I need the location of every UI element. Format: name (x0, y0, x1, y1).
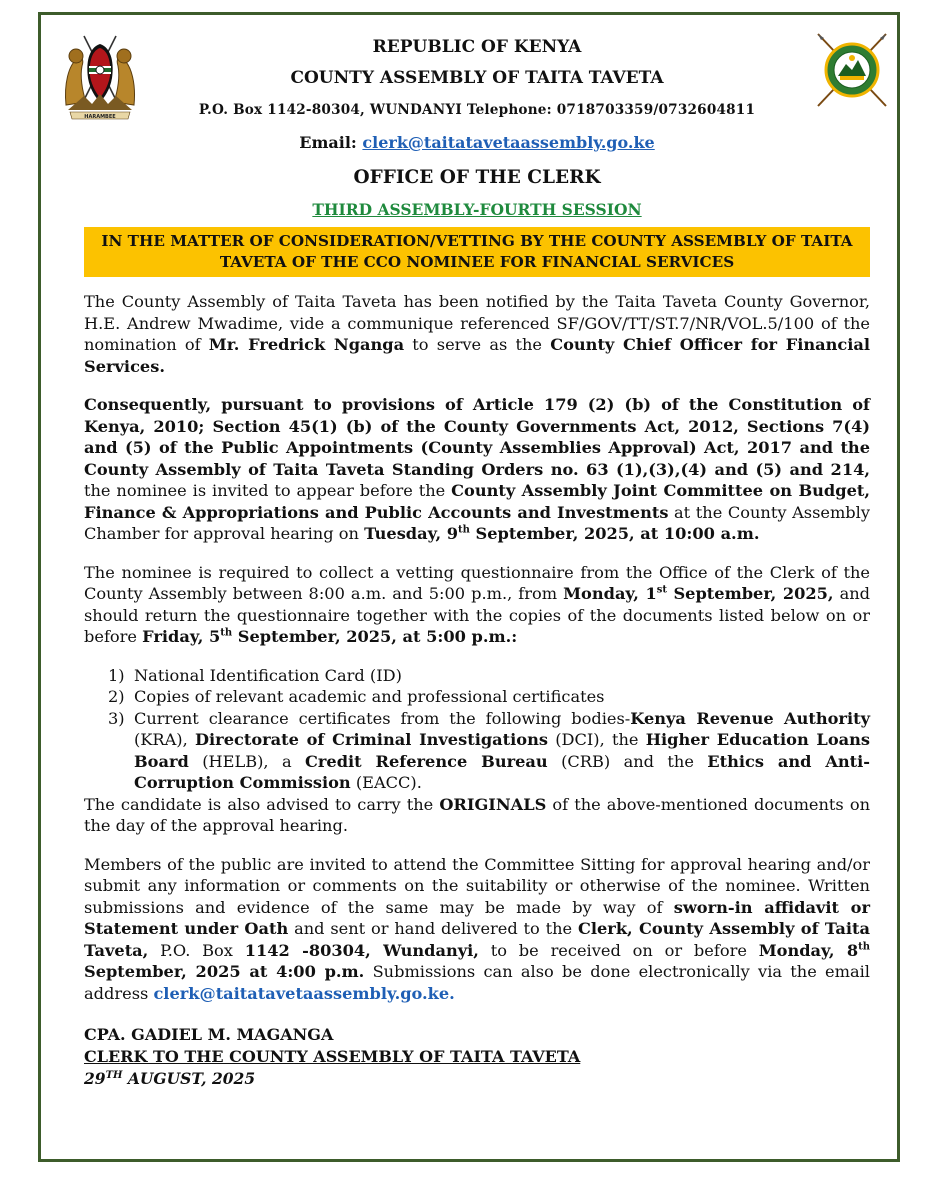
text: The County Assembly of Taita Taveta has been notified by the Taita Taveta County Governor, H.E. Andrew Mwadime, vide a communique referenced SF/GOV/TT/ST.7/NR/VOL.5/100 of the nomination of (84, 292, 870, 354)
required-documents-list (84, 665, 870, 794)
originals-emphasis: ORIGINALS (439, 794, 547, 814)
text: Members of the public are invited to attend the Committee Sitting for approval hearing and/or submit any information or comments on the suitability or otherwise of the nominee. Written submissions and evidence of the same may be made by way of (84, 854, 870, 917)
text: P.O. Box (148, 940, 245, 960)
text: to be received on or before (478, 940, 759, 960)
signatory-name: CPA. GADIEL M. MAGANGA (84, 1025, 334, 1044)
republic-heading: REPUBLIC OF KENYA (372, 37, 582, 57)
text: The candidate is also advised to carry the (84, 794, 440, 814)
list-item: 1) National Identification Card (ID) (108, 665, 402, 685)
text: The nominee is required to collect a vetting questionnaire from the Office of the Clerk of the County Assembly between 8:00 a.m. and 5:00 p.m., from (84, 562, 870, 603)
matter-banner: IN THE MATTER OF CONSIDERATION/VETTING BY THE COUNTY ASSEMBLY OF TAITA TAVETA OF THE CCO NOMINEE FOR FINANCIAL SERVICES (84, 227, 870, 277)
position-title: County Chief Officer for Financial Services. (84, 335, 871, 376)
text: of the above-mentioned documents on the day of the approval hearing. (84, 794, 871, 835)
lion-left-icon (66, 49, 87, 105)
text: to serve as the (404, 335, 551, 354)
email-line (84, 125, 870, 161)
signatory-title: CLERK TO THE COUNTY ASSEMBLY OF TAITA TAVETA (84, 1047, 581, 1066)
legal-provisions: Consequently, pursuant to provisions of Article 179 (2) (b) of the Constitution of Kenya, 2010; Section 45(1) (b) of the County Governments Act, 2012, Sections 7(4) and (5) of the Public Appointments (County Assemblies Approval) Act, 2017 and the County Assembly of Taita Taveta Standing Orders no. 63 (1),(3),(4) and (5) and 214, (84, 395, 870, 479)
text: at the County Assembly Chamber for approval hearing on (84, 502, 870, 543)
contact-line: P.O. Box 1142-80304, WUNDANYI Telephone: 0718703359/0732604811 (198, 102, 756, 118)
submission-email-link[interactable]: clerk@taitatavetaassembly.go.ke. (153, 983, 455, 1003)
list-item: 3) Current clearance certificates from the following bodies-Kenya Revenue Authority (KRA), Directorate of Criminal Investigations (DCI), the Higher Education Loans Board (HELB), a Credit Reference Bureau (CRB) and the Ethics and Anti- Corruption Commission (EACC). (108, 708, 870, 792)
text: the nominee is invited to appear before the (84, 481, 452, 500)
document-body (84, 30, 870, 1090)
committee-name: County Assembly Joint Committee on Budget, Finance & Appropriations and Public Accounts and Investments (84, 481, 870, 522)
motto-text: HARAMBEE (84, 114, 116, 120)
paragraph-originals (84, 794, 870, 837)
text: and sent or hand delivered to the (288, 919, 578, 938)
assembly-heading: COUNTY ASSEMBLY OF TAITA TAVETA (290, 68, 664, 88)
nominee-name: Mr. Fredrick Nganga (208, 335, 405, 354)
paragraph-questionnaire (84, 562, 870, 648)
return-deadline: Friday, 5th September, 2025, at 5:00 p.m.: (142, 627, 518, 646)
collect-date: Monday, 1st September, 2025, (563, 584, 834, 603)
text: and should return the questionnaire together with the copies of the documents listed below on or before (84, 584, 871, 646)
list-item: 2) Copies of relevant academic and professional certificates (108, 687, 605, 706)
box-number: 1142 -80304, Wundanyi, (244, 940, 479, 960)
submission-deadline: Monday, 8th September, 2025 at 4:00 p.m. (84, 940, 870, 981)
paragraph-legal-basis (84, 394, 870, 545)
clerk-address: Clerk, County Assembly of Taita Taveta, (84, 919, 870, 960)
office-heading: OFFICE OF THE CLERK (353, 167, 601, 188)
document-date: 29TH AUGUST, 2025 (84, 1069, 256, 1088)
paragraph-public-invitation (84, 854, 870, 1005)
email-link[interactable]: clerk@taitatavetaassembly.go.ke (362, 133, 655, 152)
email-label: Email: (299, 133, 357, 152)
session-heading: THIRD ASSEMBLY-FOURTH SESSION (312, 200, 642, 219)
paragraph-notification (84, 291, 870, 377)
affidavit-emphasis: sworn-in affidavit or Statement under Oath (84, 897, 870, 938)
hearing-date: Tuesday, 9th September, 2025, at 10:00 a.m. (364, 524, 760, 543)
text: Submissions can also be done electronically via the email address (84, 962, 870, 1003)
